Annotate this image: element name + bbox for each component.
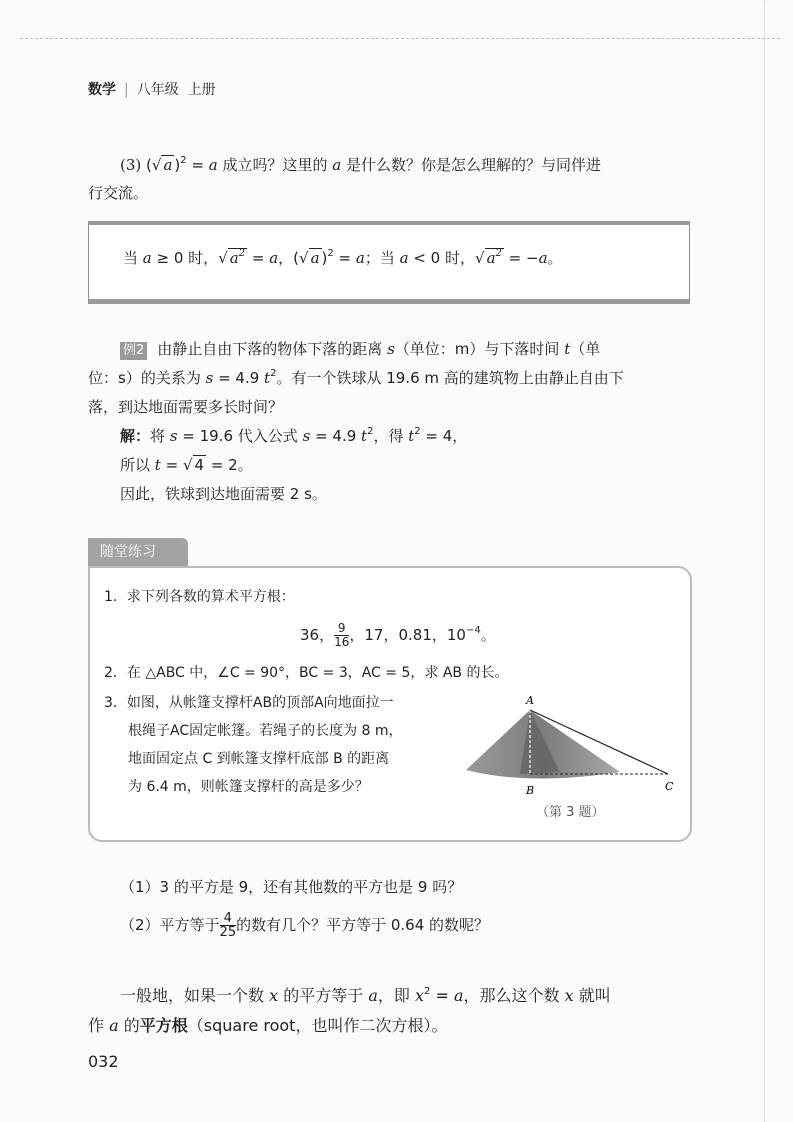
question-1: （1）3 的平方是 9，还有其他数的平方也是 9 吗？ [120, 878, 463, 896]
fraction-4-25: $\frac{4}{25}$ [219, 911, 237, 940]
solution-line1: 解：将 s = 19.6 代入公式 s = 4.9 $t^2$，得 $t^2 = 4$， [120, 426, 468, 445]
label-A: A [526, 694, 534, 707]
top-rule [20, 38, 780, 39]
figure-caption: （第 3 题） [536, 805, 605, 820]
solution-line3: 因此，铁球到达地面需要 2 s。 [120, 485, 327, 503]
question-2: （2）平方等于 $\frac{4}{25}$ 的数有几个？平方等于 0.64 的数呢？ [120, 911, 490, 940]
example-tag: 例2 [120, 342, 147, 360]
solution-line2: 所以 t = √ 4 = 2。 [120, 456, 253, 474]
page-number: 032 [88, 1052, 119, 1071]
header-subject: 数学 [88, 82, 116, 98]
practice-q2: 2．在 △ABC 中，∠C = 90°，BC = 3，AC = 5，求 AB 的长。 [104, 665, 509, 681]
definition-line1: 一般地，如果一个数 x 的平方等于 a，即 $x^2 = a$，那么这个数 x 就叫 [120, 985, 611, 1005]
running-header [88, 80, 216, 100]
practice-q1: 1．求下列各数的算术平方根： [104, 589, 295, 605]
definition-line2: 作 a 的平方根（square root，也叫作二次方根）。 [88, 1016, 448, 1035]
practice-q3-line2: 根绳子AC固定帐篷。若绳子的长度为 8 m， [128, 723, 403, 739]
label-B: B [526, 784, 535, 797]
header-separator: | [124, 82, 129, 98]
summary-box [88, 221, 690, 304]
practice-q1-numbers: 36， $\frac{9}{16}$ ，17，0.81，$10^{-4}$。 [300, 621, 496, 649]
practice-q3-line4: 为 6.4 m，则帐篷支撑杆的高是多少？ [128, 779, 369, 795]
example-line1: 例2 由静止自由下落的物体下落的距离 s（单位：m）与下落时间 t（单 [120, 336, 600, 362]
page-edge [764, 0, 766, 1122]
summary-text: 当 a ≥ 0 时，√ $a^2 = a$，(√ a )$^2$ = a；当 a < 0 时，√ $a^2 = -a$。 [123, 248, 563, 267]
practice-q3-line3: 地面固定点 C 到帐篷支撑杆底部 B 的距离 [128, 751, 390, 767]
q3-line1: (3) (√ a )$^2$ = a 成立吗？这里的 a 是什么数？你是怎么理解的？与同伴进 [120, 155, 602, 174]
header-grade: 八年级 [136, 82, 179, 98]
label-C: C [665, 780, 674, 793]
term-square-root: 平方根 [139, 1016, 188, 1035]
header-volume: 上册 [187, 82, 216, 98]
example-line2: 位：s）的关系为 s = 4.9 $t^2$。有一个铁球从 19.6 m 高的建筑物上由静止自由下 [88, 368, 624, 387]
example-line3: 落，到达地面需要多长时间？ [88, 398, 284, 416]
fraction-9-16: $\frac{9}{16}$ [334, 621, 350, 649]
practice-tab: 随堂练习 [88, 538, 188, 566]
practice-q3-line1: 3．如图，从帐篷支撑杆AB的顶部A向地面拉一 [104, 695, 394, 711]
q3-line2: 行交流。 [88, 184, 149, 202]
